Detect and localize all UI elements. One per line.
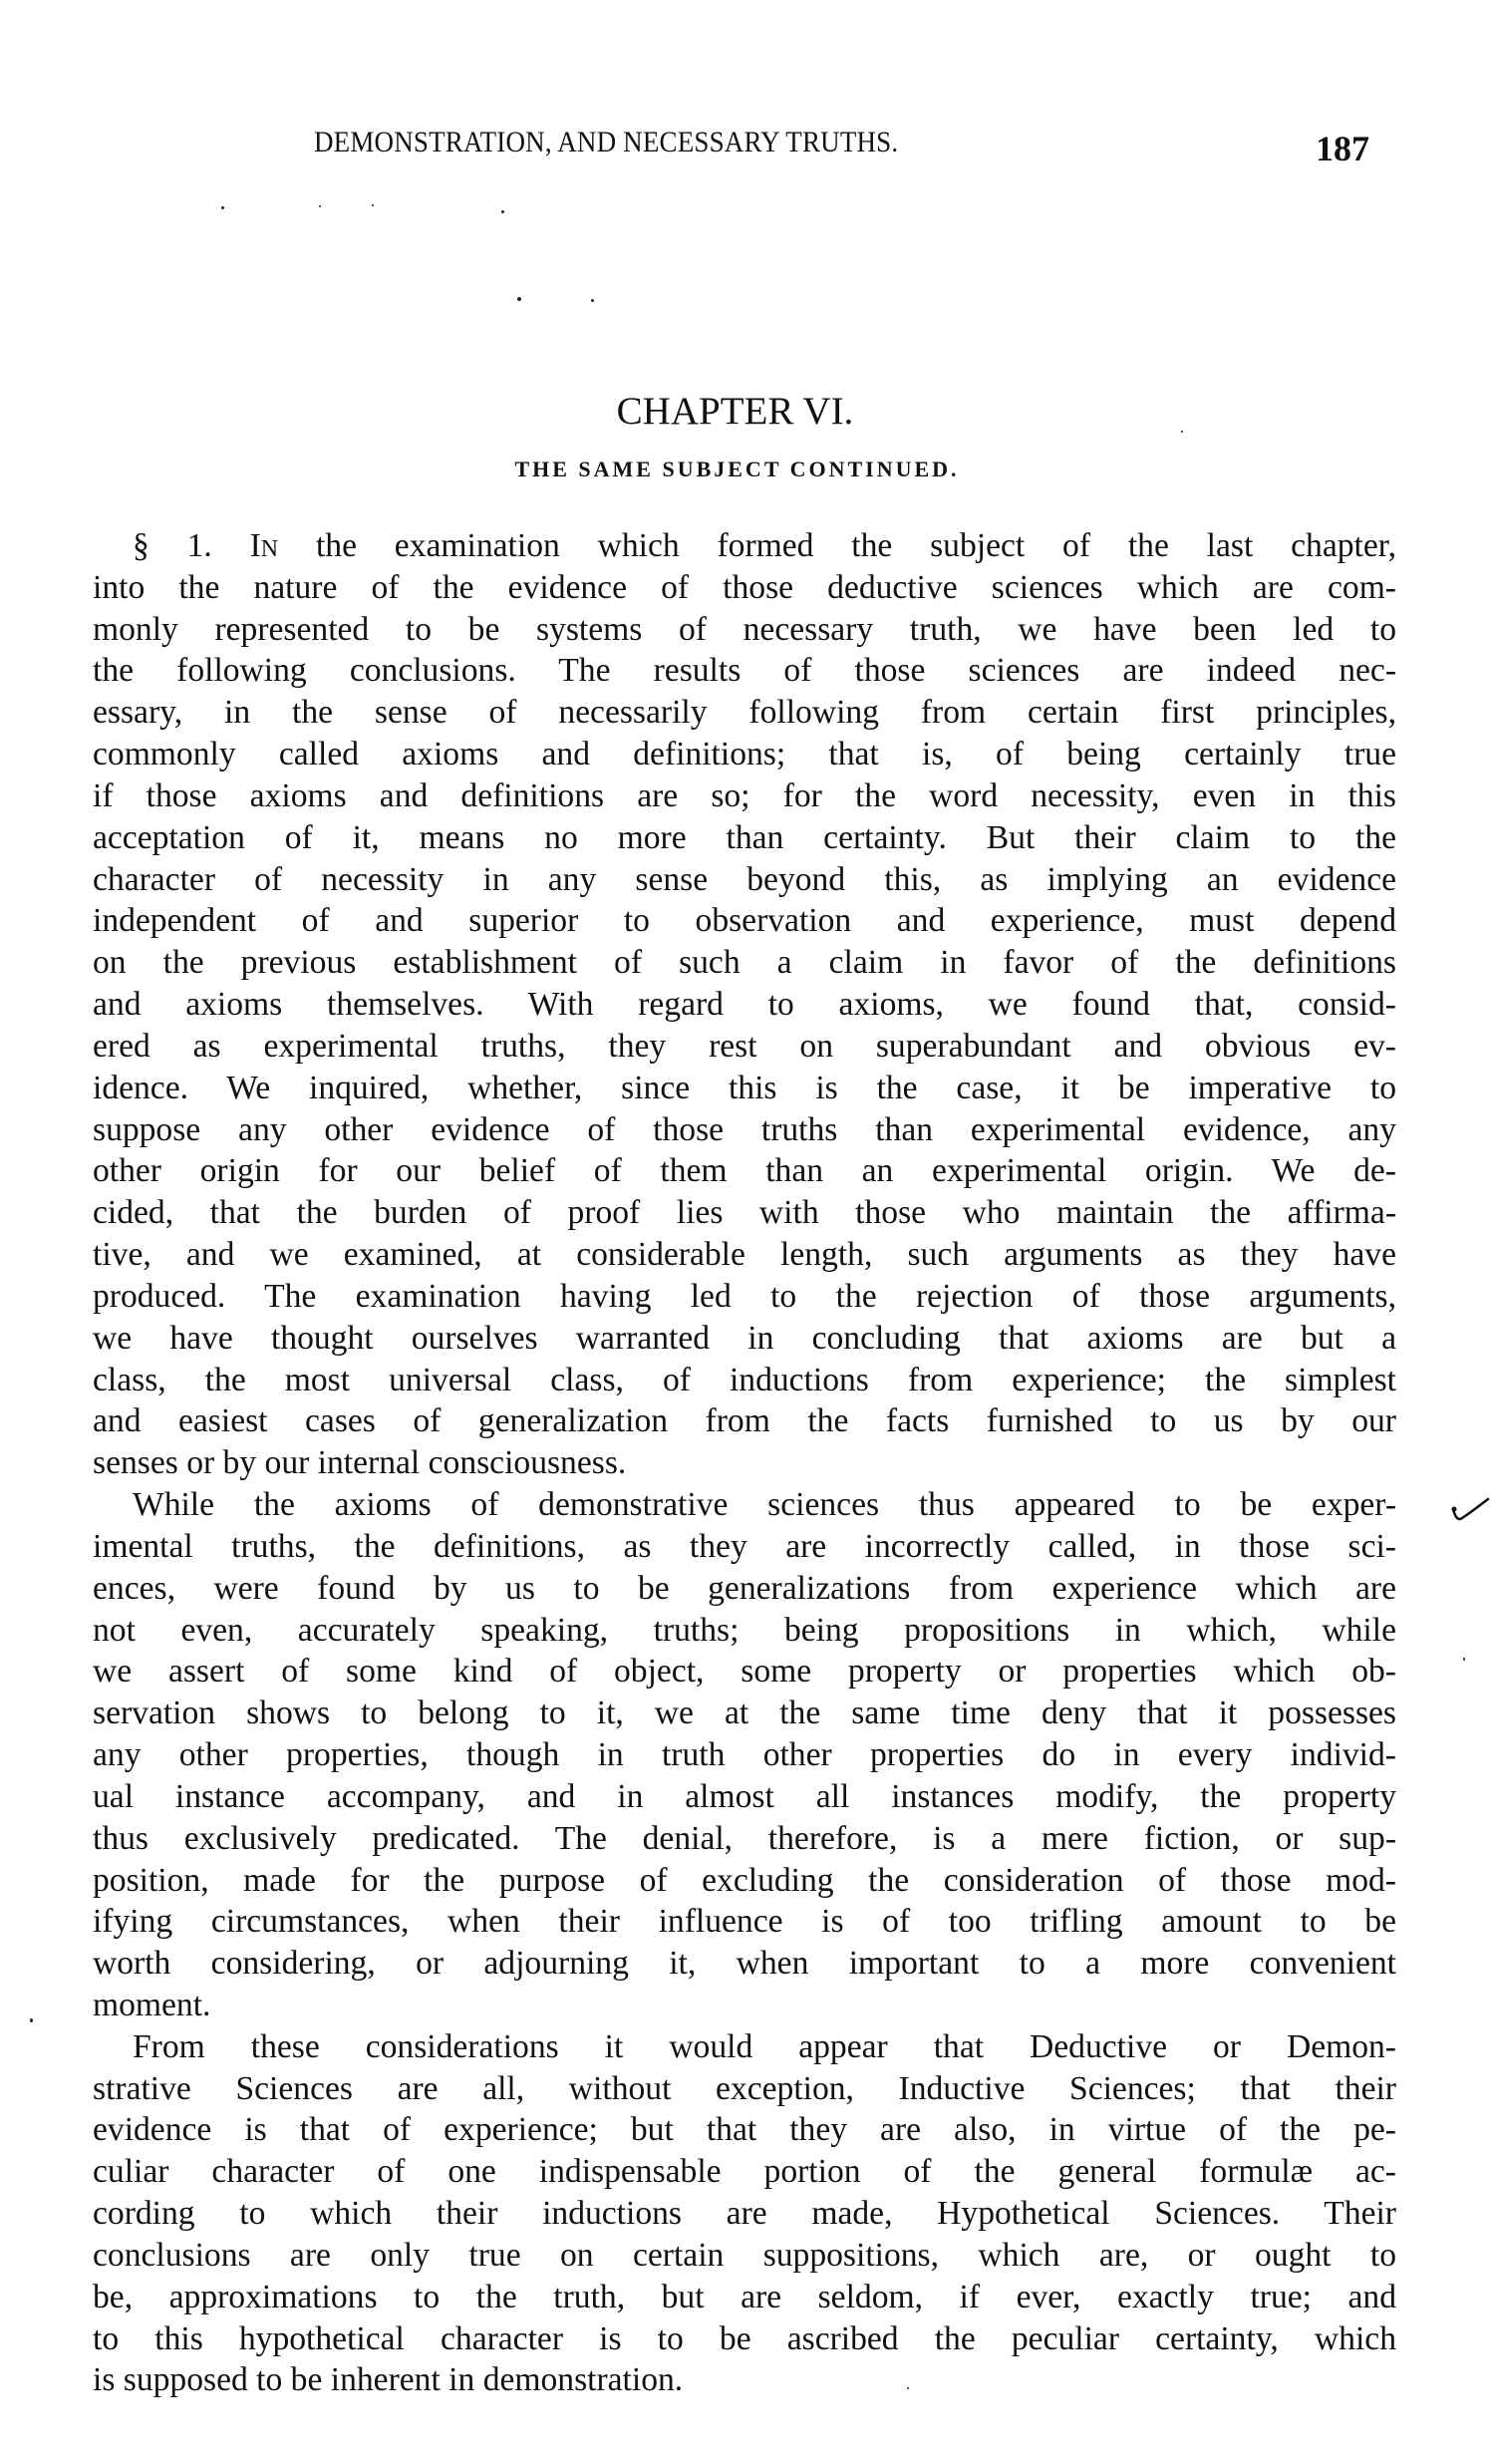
speck-mark (501, 210, 504, 213)
page-number: 187 (1316, 129, 1369, 168)
speck-mark (319, 205, 321, 207)
text-line: senses or by our internal consciousness. (93, 1444, 627, 1482)
paragraph-2 (93, 1484, 1396, 2026)
body-text (93, 525, 1396, 2401)
text-line: and easiest cases of generalization from the facts furnished to us by our (93, 1402, 1396, 1440)
text-line: monly represented to be systems of necessary truth, we have been led to (93, 610, 1396, 648)
chapter-title (0, 389, 1490, 434)
speck-mark (517, 297, 521, 301)
text-line: independent of and superior to observation and experience, must depend (93, 902, 1396, 940)
text-line: we have thought ourselves warranted in concluding that axioms are but a (93, 1319, 1396, 1357)
text-line: suppose any other evidence of those truths than experimental evidence, any (93, 1110, 1396, 1148)
text-line: acceptation of it, means no more than certainty. But their claim to the (93, 818, 1396, 856)
text-line: imental truths, the definitions, as they are incorrectly called, in those sci- (93, 1527, 1396, 1565)
chapter-title-text: CHAPTER VI. (616, 390, 854, 433)
text-line: strative Sciences are all, without exception, Inductive Sciences; that their (93, 2069, 1396, 2107)
chapter-subtitle (0, 457, 1490, 482)
text-line: on the previous establishment of such a claim in favor of the definitions (93, 944, 1396, 982)
text-line: we assert of some kind of object, some property or properties which ob- (93, 1653, 1396, 1691)
speck-mark (372, 204, 374, 206)
text-line: While the axioms of demonstrative sciences thus appeared to be exper- (133, 1486, 1396, 1524)
text-line: class, the most universal class, of inductions from experience; the simplest (93, 1361, 1396, 1398)
speck-mark (1463, 1658, 1465, 1661)
text-line: produced. The examination having led to the rejection of those arguments, (93, 1277, 1396, 1315)
text-line: evidence is that of experience; but that they are also, in virtue of the pe- (93, 2111, 1396, 2149)
text-line: into the nature of the evidence of those deductive sciences which are com- (93, 568, 1396, 606)
text-line: if those axioms and definitions are so; for the word necessity, even in this (93, 776, 1396, 814)
text-line: servation shows to belong to it, we at the same time deny that it possesses (93, 1694, 1396, 1732)
speck-mark (221, 206, 224, 209)
text-line: to this hypothetical character is to be ascribed the peculiar certainty, which (93, 2319, 1396, 2357)
text-line: and axioms themselves. With regard to axioms, we found that, consid- (93, 986, 1396, 1024)
speck-mark (1181, 431, 1183, 433)
speck-mark (30, 2018, 33, 2022)
paragraph-3 (93, 2026, 1396, 2401)
text-line: moment. (93, 1986, 211, 2023)
text-line: cided, that the burden of proof lies with those who maintain the affirma- (93, 1194, 1396, 1232)
paragraph-1 (93, 525, 1396, 1484)
text-line: commonly called axioms and definitions; that is, of being certainly true (93, 736, 1396, 773)
text-line: idence. We inquired, whether, since this is the case, it be imperative to (93, 1069, 1396, 1106)
text-line: the following conclusions. The results of those sciences are indeed nec- (93, 652, 1396, 690)
running-header-title: DEMONSTRATION, AND NECESSARY TRUTHS. (314, 126, 899, 158)
speck-mark (591, 299, 594, 302)
running-header (314, 126, 1133, 159)
text-line: other origin for our belief of them than an experimental origin. We de- (93, 1152, 1396, 1190)
text-line: is supposed to be inherent in demonstration. (93, 2361, 684, 2399)
text-line: be, approximations to the truth, but are seldom, if ever, exactly true; and (93, 2278, 1396, 2315)
text-line-rest: the examination which formed the subject of the last chapter, (278, 527, 1396, 564)
text-line: conclusions are only true on certain suppositions, which are, or ought to (93, 2236, 1396, 2274)
text-line: tive, and we examined, at considerable length, such arguments as they have (93, 1236, 1396, 1274)
section-marker: § 1. (133, 527, 212, 564)
text-line: essary, in the sense of necessarily following from certain first principles, (93, 694, 1396, 732)
text-line: ences, were found by us to be generalizations from experience which are (93, 1569, 1396, 1607)
text-line: worth considering, or adjourning it, when important to a more convenient (93, 1945, 1396, 1983)
text-line: culiar character of one indispensable portion of the general formulæ ac- (93, 2153, 1396, 2191)
text-line (93, 525, 1396, 567)
text-line: position, made for the purpose of excluding the consideration of those mod- (93, 1861, 1396, 1899)
text-line: ered as experimental truths, they rest on superabundant and obvious ev- (93, 1027, 1396, 1065)
text-line: not even, accurately speaking, truths; being propositions in which, while (93, 1611, 1396, 1649)
text-line: character of necessity in any sense beyond this, as implying an evidence (93, 860, 1396, 898)
text-line: ual instance accompany, and in almost all instances modify, the property (93, 1777, 1396, 1815)
chapter-subtitle-text: THE SAME SUBJECT CONTINUED. (514, 457, 960, 481)
text-line: any other properties, though in truth other properties do in every individ- (93, 1736, 1396, 1774)
text-line: thus exclusively predicated. The denial, therefore, is a mere fiction, or sup- (93, 1819, 1396, 1857)
checkmark-icon (1450, 1497, 1490, 1527)
text-line: From these considerations it would appear that Deductive or Demon- (133, 2027, 1396, 2065)
speck-mark (907, 2387, 909, 2389)
text-line: ifying circumstances, when their influence is of too trifling amount to be (93, 1903, 1396, 1941)
text-line: cording to which their inductions are made, Hypothetical Sciences. Their (93, 2195, 1396, 2233)
initial-word: In (249, 527, 279, 564)
